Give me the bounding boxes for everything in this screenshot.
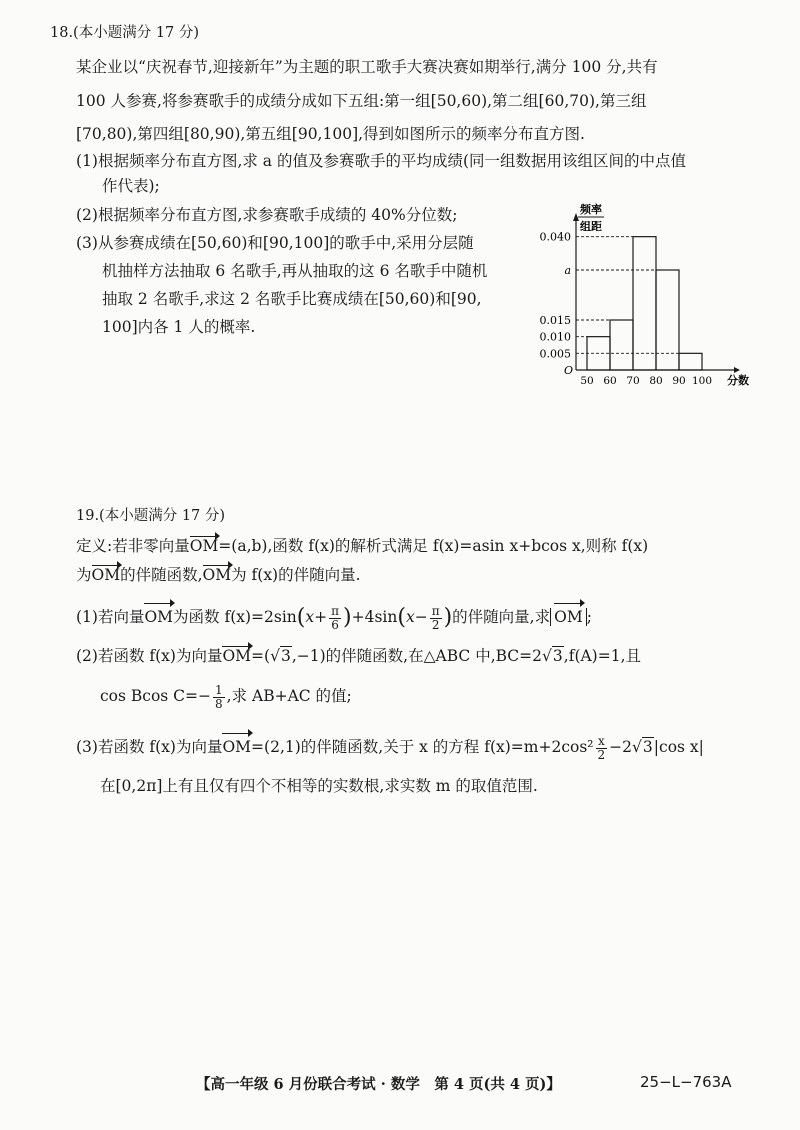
sqrt-icon: √ bbox=[270, 647, 280, 665]
q19-part3-line1 bbox=[76, 732, 704, 762]
q18-intro-line2: 100 人参赛,将参赛歌手的成绩分成如下五组:第一组[50,60),第二组[60,70),第三组 bbox=[76, 92, 647, 110]
frequency-histogram bbox=[526, 203, 766, 388]
vector-om: OM bbox=[222, 732, 251, 762]
y-label-denominator: 组距 bbox=[580, 220, 602, 233]
vector-om: OM bbox=[222, 647, 252, 665]
histogram-bar bbox=[633, 237, 656, 370]
x-tick-label: 100 bbox=[691, 375, 713, 387]
vector-om: OM bbox=[144, 602, 173, 632]
vector-om: OM bbox=[91, 566, 121, 584]
q18-part3-line2: 机抽样方法抽取 6 名歌手,再从抽取的这 6 名歌手中随机 bbox=[102, 262, 488, 280]
sqrt-3: 3 bbox=[642, 738, 653, 756]
x-axis-label: 分数 bbox=[727, 374, 749, 387]
q19-p2l2-text-a: cos Bcos C=− bbox=[100, 687, 212, 705]
fraction-numerator: 1 bbox=[215, 682, 223, 697]
fraction-denominator: 8 bbox=[215, 696, 223, 711]
exam-code: 25−L−763A bbox=[640, 1073, 732, 1091]
q19-p3-text-c: −2 bbox=[609, 738, 633, 756]
vector-om-magnitude bbox=[550, 608, 587, 626]
fraction-denominator: 2 bbox=[431, 617, 440, 632]
q18-part3-line1: (3)从参赛成绩在[50,60)和[90,100]的歌手中,采用分层随 bbox=[76, 234, 474, 252]
vector-om: OM bbox=[202, 566, 232, 584]
x-tick-label: 90 bbox=[672, 375, 686, 387]
q18-part1-line2: 作代表); bbox=[102, 177, 160, 195]
close-paren-icon: ) bbox=[343, 605, 352, 630]
y-tick-label: 0.010 bbox=[539, 330, 571, 344]
q19-definition-line1 bbox=[76, 535, 648, 557]
q19-def2-text-a: 为 bbox=[76, 566, 92, 584]
x-axis-arrow-icon bbox=[734, 367, 740, 373]
fraction-numerator: x bbox=[596, 735, 608, 749]
fraction-denominator: 6 bbox=[331, 617, 339, 632]
sqrt-3: 3 bbox=[552, 647, 563, 665]
q19-def-text-b: =(a,b),函数 f(x)的解析式满足 f(x)=asin x+bcos x,则称 f(x) bbox=[218, 537, 649, 555]
y-tick-label: a bbox=[564, 264, 571, 277]
y-label-numerator: 频率 bbox=[580, 203, 602, 216]
q19-p1-arg2: x− bbox=[405, 608, 428, 626]
q19-part3-line2: 在[0,2π]上有且仅有四个不相等的实数根,求实数 m 的取值范围. bbox=[100, 777, 538, 795]
histogram-bar bbox=[656, 270, 679, 370]
fraction-pi-over-6 bbox=[329, 605, 341, 632]
open-paren-icon: ( bbox=[296, 605, 306, 630]
y-tick-label: 0.005 bbox=[539, 347, 571, 361]
q19-def-text-a: 定义:若非零向量 bbox=[76, 537, 190, 555]
q19-p2-text-d: ,f(A)=1,且 bbox=[563, 647, 642, 665]
q19-def2-text-c: 为 f(x)的伴随向量. bbox=[231, 566, 361, 584]
close-paren-icon: ) bbox=[443, 605, 453, 630]
x-tick-label: 60 bbox=[603, 375, 617, 387]
fraction-numerator: π bbox=[331, 603, 340, 618]
q19-definition-line2 bbox=[76, 564, 361, 586]
histogram-bar bbox=[610, 320, 633, 370]
origin-label: O bbox=[564, 364, 574, 377]
q19-p2-text-c: ,−1)的伴随函数,在△ABC 中,BC=2 bbox=[291, 647, 543, 665]
q19-header: 19.(本小题满分 17 分) bbox=[76, 508, 226, 524]
q19-p1-text-b: 为函数 f(x)=2sin bbox=[173, 608, 297, 626]
q19-p1-arg1: x+ bbox=[305, 608, 328, 626]
exam-footer: 【高一年级 6 月份联合考试 · 数学 第 4 页(共 4 页)】 bbox=[196, 1076, 561, 1093]
q19-p3-text-d: |cos x| bbox=[653, 738, 704, 756]
q19-p3-text-b: =(2,1)的伴随函数,关于 x 的方程 f(x)=m+2cos² bbox=[251, 738, 594, 756]
q19-p2-text-a: (2)若函数 f(x)为向量 bbox=[76, 647, 223, 665]
histogram-bar bbox=[679, 353, 702, 370]
fraction-numerator: π bbox=[431, 603, 440, 618]
q18-intro-line3: [70,80),第四组[80,90),第五组[90,100],得到如图所示的频率分布直方图. bbox=[76, 125, 585, 143]
q18-part1-line1: (1)根据频率分布直方图,求 a 的值及参赛歌手的平均成绩(同一组数据用该组区间的中点值 bbox=[76, 152, 687, 170]
fraction-x-over-2 bbox=[596, 735, 608, 762]
fraction-1-over-8 bbox=[213, 684, 225, 711]
q19-part2-line2 bbox=[100, 681, 352, 711]
sqrt-3: 3 bbox=[280, 647, 291, 665]
vector-om: OM bbox=[554, 602, 583, 632]
q19-p1-text-d: 的伴随向量,求 bbox=[452, 608, 551, 626]
fraction-pi-over-2 bbox=[430, 605, 442, 632]
q18-header: 18.(本小题满分 17 分) bbox=[50, 25, 200, 41]
q19-part2-line1 bbox=[76, 645, 641, 667]
x-tick-label: 80 bbox=[649, 375, 663, 387]
fraction-denominator: 2 bbox=[597, 747, 606, 762]
vector-om: OM bbox=[189, 537, 219, 555]
q19-def2-text-b: 的伴随函数, bbox=[120, 566, 203, 584]
y-tick-label: 0.040 bbox=[539, 230, 571, 244]
q18-part2: (2)根据频率分布直方图,求参赛歌手成绩的 40%分位数; bbox=[76, 206, 458, 224]
open-paren-icon: ( bbox=[397, 605, 406, 630]
q18-part3-line4: 100]内各 1 人的概率. bbox=[102, 318, 256, 336]
q19-p2-text-b: =( bbox=[251, 647, 271, 665]
q19-p1-text-a: (1)若向量 bbox=[76, 608, 145, 626]
q18-intro-line1: 某企业以“庆祝春节,迎接新年”为主题的职工歌手大赛决赛如期举行,满分 100 分,共有 bbox=[76, 58, 658, 76]
q18-part3-line3: 抽取 2 名歌手,求这 2 名歌手比赛成绩在[50,60)和[90, bbox=[102, 290, 482, 308]
q19-part1 bbox=[76, 602, 592, 633]
x-tick-label: 70 bbox=[626, 375, 640, 387]
x-tick-label: 50 bbox=[580, 375, 594, 387]
sqrt-icon: √ bbox=[632, 738, 642, 756]
q19-p1-text-e: ; bbox=[586, 608, 592, 626]
y-tick-label: 0.015 bbox=[539, 314, 571, 327]
sqrt-icon: √ bbox=[542, 647, 552, 665]
q19-p1-text-c: +4sin bbox=[351, 608, 398, 626]
q19-p3-text-a: (3)若函数 f(x)为向量 bbox=[76, 738, 223, 756]
q19-p2l2-text-b: ,求 AB+AC 的值; bbox=[226, 687, 352, 705]
